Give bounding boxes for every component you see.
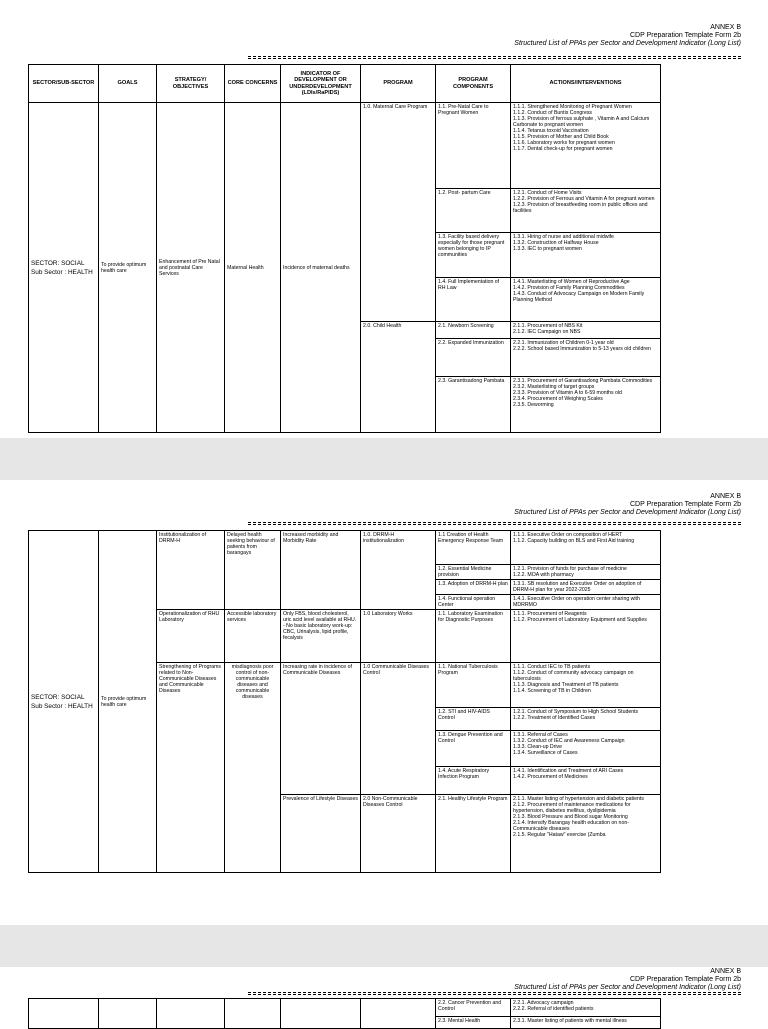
component-cell: 2.3. Garantisadong Pambata: [436, 377, 511, 433]
actions-cell: 2.1.1. Master listing of hypertension and diabetic patients 2.1.2. Procurement of maintenance medications for hypertension, diabetes mellitus, dyslipidemia 2.1.3. Blood Pressure and Blood sugar Monitoring 2.1.4. Intensify Barangay health education on non-Communicable diseases 2.1.5. Regular "Hataw" exercise (Zumba: [511, 795, 661, 873]
component-cell: 1.3. Adoption of DRRM-H plan: [436, 580, 511, 595]
indicator-cell: [281, 999, 361, 1029]
goal-cell: To provide optimum health care: [99, 531, 157, 873]
page-header: [514, 968, 741, 992]
indicator-cell: Incidence of maternal deaths: [281, 103, 361, 433]
actions-cell: 1.2.1. Conduct of Home Visits 1.2.2. Provision of Ferrous and Vitamin A for pregnant women 1.2.3. Provision of breastfeeding room in public offices and facilities: [511, 189, 661, 233]
program-cell: 2.0 Non-Communicable Diseases Control: [361, 795, 436, 873]
strategy-cell: Enhancement of Pre Natal and postnatal Care Services: [157, 103, 225, 433]
strategy-cell: Strengthening of Programs related to Non-Communicable Diseases and Communicable Diseases: [157, 663, 225, 873]
goal-cell: To provide optimum health care: [99, 103, 157, 433]
strategy-cell: Institutionalization of DRRM-H: [157, 531, 225, 610]
divider: [248, 58, 741, 59]
component-cell: 2.2. Cancer Prevention and Control: [436, 999, 511, 1017]
program-cell: [361, 999, 436, 1029]
strategy-cell: [157, 999, 225, 1029]
sector-cell: [29, 531, 99, 873]
indicator-cell: Prevalence of Lifestyle Diseases: [281, 795, 361, 873]
indicator-cell: Increased morbidity and Morbidity Rate: [281, 531, 361, 610]
component-cell: 1.4. Full Implementation of RH Law: [436, 278, 511, 322]
component-cell: 1.3. Dengue Prevention and Control: [436, 731, 511, 767]
page-gap: [0, 438, 768, 480]
divider: [248, 56, 741, 57]
sector-cell: [29, 103, 99, 433]
col-strategy: STRATEGY/ OBJECTIVES: [157, 65, 225, 103]
actions-cell: 1.1.1. Conduct IEC to TB patients 1.1.2. Conduct of community advocacy campaign on tuberculosis 1.1.3. Diagnosis and Treatment of TB patients 1.1.4. Screening of TB in Children: [511, 663, 661, 708]
form-title: CDP Preparation Template Form 2b: [629, 976, 741, 983]
page-gap: [0, 925, 768, 967]
component-cell: 1.1. Pre-Natal Care to Pregnant Women: [436, 103, 511, 189]
divider: [248, 522, 741, 523]
component-cell: 1.4. Functional operation Center: [436, 595, 511, 610]
program-cell: 2.0. Child Health: [361, 322, 436, 433]
program-cell: 1.0. DRRM-H institutionalization: [361, 531, 436, 610]
component-cell: 2.2. Expanded Immunization: [436, 339, 511, 377]
form-subtitle: Structured List of PPAs per Sector and Development Indicator (Long List): [514, 984, 741, 991]
indicator-cell: Only FBS, blood cholesterol, uric acid level available at RHU. - No basic laboratory work-up: CBC, Urinalysis, lipid profile, fecalysis: [281, 610, 361, 663]
core-cell: [225, 999, 281, 1029]
col-core: CORE CONCERNS: [225, 65, 281, 103]
actions-cell: 1.4.1. Masterlisting of Women of Reproductive Age 1.4.2. Provision of Family Planning Commodities 1.4.3. Conduct of Advocacy Campaign on Modern Family Planning Method: [511, 278, 661, 322]
component-cell: 1.2. Essential Medicine provision: [436, 565, 511, 580]
sub-sector-label: Sub Sector : HEALTH: [31, 268, 93, 276]
program-cell: 1.0 Laboratory Works: [361, 610, 436, 663]
ppa-table-2: [28, 530, 661, 873]
component-cell: 1.3. Facility based delivery especially for those pregnant women belonging to IP communities: [436, 233, 511, 278]
col-components: PROGRAM COMPONENTS: [436, 65, 511, 103]
actions-cell: 1.2.1. Provision of funds for purchase of medicine 1.2.2. MOA with pharmacy: [511, 565, 661, 580]
actions-cell: 2.3.1. Procurement of Garantisadong Pambata Commodities 2.3.2. Masterlisting of target groups 2.3.3. Provision of Vitamin A to 6-59 months old 2.3.4. Procurement of Weighing Scales 2.3.5. Deworming: [511, 377, 661, 433]
col-goals: GOALS: [99, 65, 157, 103]
actions-cell: 1.1.1. Executive Order on composition of HERT 1.1.2. Capacity building on BLS and First Aid training: [511, 531, 661, 565]
form-subtitle: Structured List of PPAs per Sector and Development Indicator (Long List): [514, 40, 741, 47]
component-cell: 1.2. Post- partum Care: [436, 189, 511, 233]
divider: [248, 994, 741, 995]
component-cell: 1.1. National Tuberculosis Program: [436, 663, 511, 708]
ppa-table-1: [28, 64, 661, 433]
actions-cell: 2.3.1. Master listing of patients with mental illness: [511, 1017, 661, 1029]
annex-label: ANNEX B: [710, 493, 741, 500]
program-cell: 1.0 Communicable Diseases Control: [361, 663, 436, 795]
actions-cell: 1.3.1. SB resolution and Executive Order on adoption of DRRM-H plan for year 2022-2025: [511, 580, 661, 595]
actions-cell: 2.2.1. Immunization of Children 0-1 year old 2.2.2. School based Immunization to 5-13 years old children: [511, 339, 661, 377]
ppa-table-3: [28, 998, 661, 1029]
goal-cell: [99, 999, 157, 1029]
core-cell: Accessible laboratory services: [225, 610, 281, 663]
sector-label: SECTOR: SOCIAL: [31, 693, 85, 701]
actions-cell: 1.4.1. Identification and Treatment of ARI Cases 1.4.2. Procurement of Medicines: [511, 767, 661, 795]
actions-cell: 1.4.1. Executive Order on operation center sharing with MDRRMO: [511, 595, 661, 610]
component-cell: 2.3. Mental Health: [436, 1017, 511, 1029]
program-cell: 1.0. Maternal Care Program: [361, 103, 436, 322]
actions-cell: 1.3.1. Hiring of nurse and additional midwife 1.3.2. Construction of Halfway House 1.3.3. IEC to pregnant women: [511, 233, 661, 278]
form-title: CDP Preparation Template Form 2b: [629, 501, 741, 508]
component-cell: 1.1 Creation of Health Emergency Response Team: [436, 531, 511, 565]
component-cell: 1.2. STI and HIV-AIDS Control: [436, 708, 511, 731]
sector-cell: [29, 999, 99, 1029]
component-cell: 2.1. Healthy Lifestyle Program: [436, 795, 511, 873]
divider: [248, 524, 741, 525]
form-title: CDP Preparation Template Form 2b: [629, 32, 741, 39]
actions-cell: 1.1.1. Procurement of Reagents 1.1.2. Procurement of Laboratory Equipment and Supplies: [511, 610, 661, 663]
component-cell: 1.4. Acute Respiratory Infection Program: [436, 767, 511, 795]
component-cell: 1.1. Laboratory Examination for Diagnostic Purposes: [436, 610, 511, 663]
actions-cell: 1.3.1. Referral of Cases 1.3.2. Conduct of IEC and Awareness Campaign 1.3.3. Clean-up Drive 1.3.4. Surveillance of Cases: [511, 731, 661, 767]
col-indicator: INDICATOR OF DEVELOPMENT OR UNDERDEVELOPMENT (LDIs/RaPIDS): [281, 65, 361, 103]
indicator-cell: Increasing rate in incidence of Communicable Diseases: [281, 663, 361, 795]
annex-label: ANNEX B: [710, 968, 741, 975]
form-subtitle: Structured List of PPAs per Sector and Development Indicator (Long List): [514, 509, 741, 516]
sub-sector-label: Sub Sector : HEALTH: [31, 702, 93, 710]
col-actions: ACTIONS/INTERVENTIONS: [511, 65, 661, 103]
actions-cell: 2.1.1. Procurement of NBS Kit 2.1.2. IEC Campaign on NBS: [511, 322, 661, 339]
core-cell: Delayed health seeking behaviour of patients from barangays: [225, 531, 281, 610]
col-program: PROGRAM: [361, 65, 436, 103]
actions-cell: 2.2.1. Advocacy campaign 2.2.2. Referral of identified patients: [511, 999, 661, 1017]
annex-label: ANNEX B: [710, 24, 741, 31]
component-cell: 2.1. Newborn Screening: [436, 322, 511, 339]
col-sector: SECTOR/SUB-SECTOR: [29, 65, 99, 103]
divider: [248, 992, 741, 993]
page-header: [514, 24, 741, 48]
strategy-cell: Operationalization of RHU Laboratory: [157, 610, 225, 663]
actions-cell: 1.2.1. Conduct of Symposium to High School Students 1.2.2. Treatment of Identified Cases: [511, 708, 661, 731]
page-header: [514, 493, 741, 517]
actions-cell: 1.1.1. Strengthened Monitoring of Pregnant Women 1.1.2. Conduct of Buntis Congress 1.1.3. Provision of ferrous sulphate , Vitamin A and Calcium Carbonate to pregnant women 1.1.4. Tetanus toxoid Vaccination 1.1.5. Provision of Mother and Child Book 1.1.6. Laboratory works for pregnant women 1.1.7. Dental check-up for pregnant women: [511, 103, 661, 189]
core-cell: misdiagnosis poor control of non-communicable diseases and communicable diseases: [225, 663, 281, 873]
sector-label: SECTOR: SOCIAL: [31, 259, 85, 267]
core-cell: Maternal Health: [225, 103, 281, 433]
